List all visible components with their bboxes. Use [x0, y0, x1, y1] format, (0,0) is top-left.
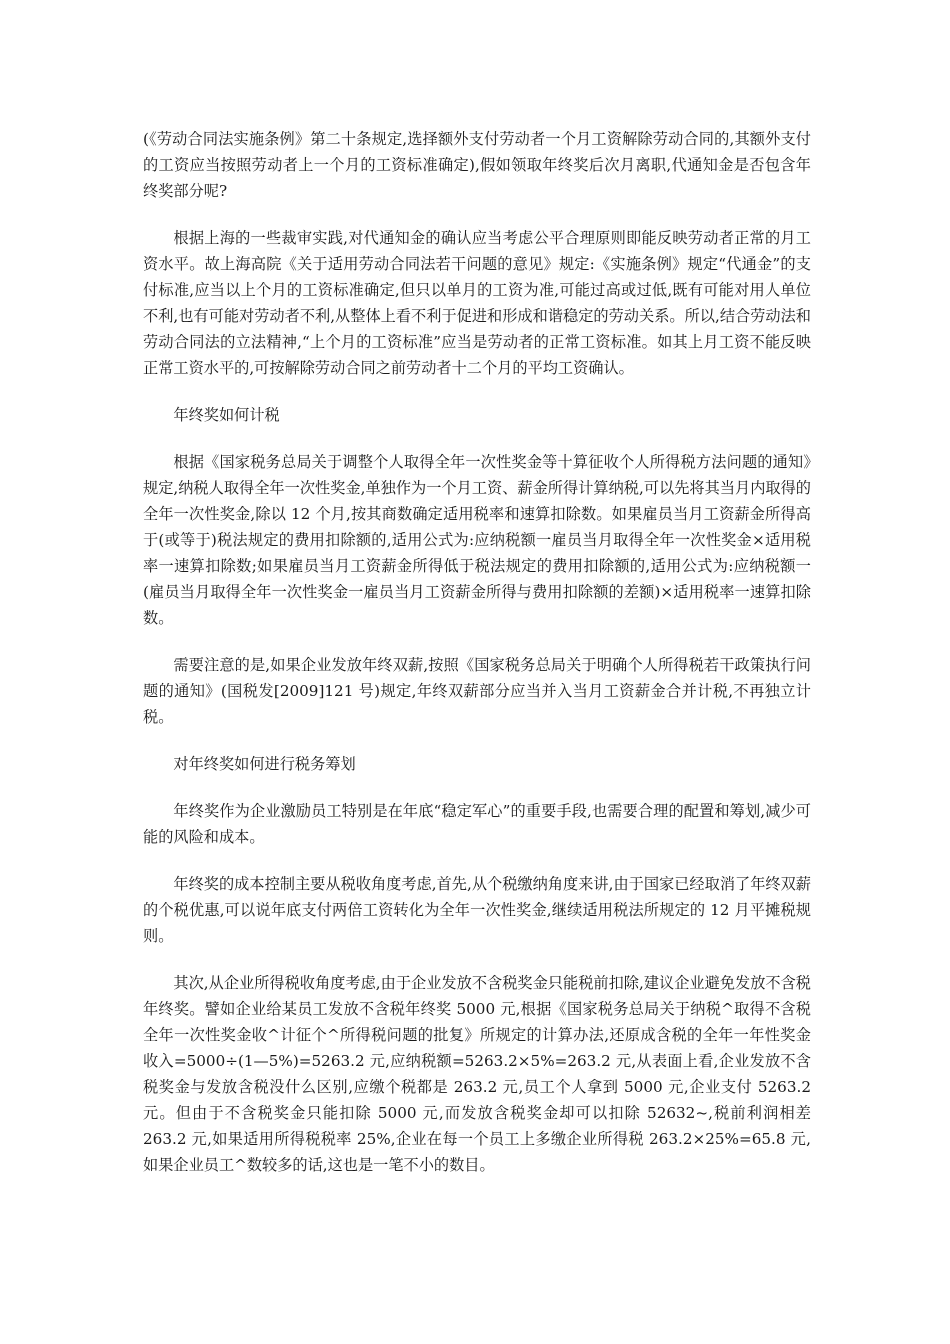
paragraph-tax-formula: 根据《国家税务总局关于调整个人取得全年一次性奖金等十算征收个人所得税方法问题的通知》规定,纳税人取得全年一次性奖金,单独作为一个月工资、薪金所得计算纳税,可以先将其当月内取得的全年一次性奖金,除以 12 个月,按其商数确定适用税率和速算扣除数。如果雇员当月工资薪金所得高于(或等于)税法规定的费用扣除额的,适用公式为:应纳税额一雇员当月取得全年一次性奖金×适用税率一速算扣除数;如果雇员当月工资薪金所得低于税法规定的费用扣除额的,适用公式为:应纳税额一(雇员当月取得全年一次性奖金一雇员当月工资薪金所得与费用扣除额的差额)×适用税率一速算扣除数。: [143, 453, 811, 627]
paragraph-cost-control: 年终奖的成本控制主要从税收角度考虑,首先,从个税缴纳角度来讲,由于国家已经取消了年终双薪的个税优惠,可以说年底支付两倍工资转化为全年一次性奖金,继续适用税法所规定的 12 月平摊税规则。: [143, 875, 811, 945]
section-heading-tax-calculation: 年终奖如何计税: [173, 406, 280, 424]
document-page: [143, 126, 811, 1199]
section-heading-tax-planning: 对年终奖如何进行税务筹划: [173, 755, 356, 773]
paragraph-shanghai-practice: 根据上海的一些裁审实践,对代通知金的确认应当考虑公平合理原则即能反映劳动者正常的月工资水平。故上海高院《关于适用劳动合同法若干问题的意见》规定:《实施条例》规定“代通金”的支付标准,应当以上个月的工资标准确定,但只以单月的工资为准,可能过高或过低,既有可能对用人单位不利,也有可能对劳动者不利,从整体上看不利于促进和形成和谐稳定的劳动关系。所以,结合劳动法和劳动合同法的立法精神,“上个月的工资标准”应当是劳动者的正常工资标准。如其上月工资不能反映正常工资水平的,可按解除劳动合同之前劳动者十二个月的平均工资确认。: [143, 229, 811, 377]
paragraph-enterprise-income-tax: 其次,从企业所得税收角度考虑,由于企业发放不含税奖金只能税前扣除,建议企业避免发放不含税年终奖。譬如企业给某员工发放不含税年终奖 5000 元,根据《国家税务总局关于纳税^取得不含税全年一次性奖金收^计征个^所得税问题的批复》所规定的计算办法,还原成含税的全年一年性奖金收入=5000÷(1—5%)=5263.2 元,应纳税额=5263.2×5%=263.2 元,从表面上看,企业发放不含税奖金与发放含税没什么区别,应缴个税都是 263.2 元,员工个人拿到 5000 元,企业支付 5263.2 元。但由于不含税奖金只能扣除 5000 元,而发放含税奖金却可以扣除 52632~,税前利润相差 263.2 元,如果适用所得税税率 25%,企业在每一个员工上多缴企业所得税 263.2×25%=65.8 元,如果企业员工^数较多的话,这也是一笔不小的数目。: [143, 974, 811, 1174]
paragraph-double-salary-note: 需要注意的是,如果企业发放年终双薪,按照《国家税务总局关于明确个人所得税若干政策执行问题的通知》(国税发[2009]121 号)规定,年终双薪部分应当并入当月工资薪金合并计税,不再独立计税。: [143, 656, 811, 726]
paragraph-incentive: 年终奖作为企业激励员工特别是在年底“稳定军心”的重要手段,也需要合理的配置和筹划,减少可能的风险和成本。: [143, 802, 811, 846]
paragraph-intro-question: (《劳动合同法实施条例》第二十条规定,选择额外支付劳动者一个月工资解除劳动合同的,其额外支付的工资应当按照劳动者上一个月的工资标准确定),假如领取年终奖后次月离职,代通知金是否包含年终奖部分呢?: [143, 130, 811, 200]
